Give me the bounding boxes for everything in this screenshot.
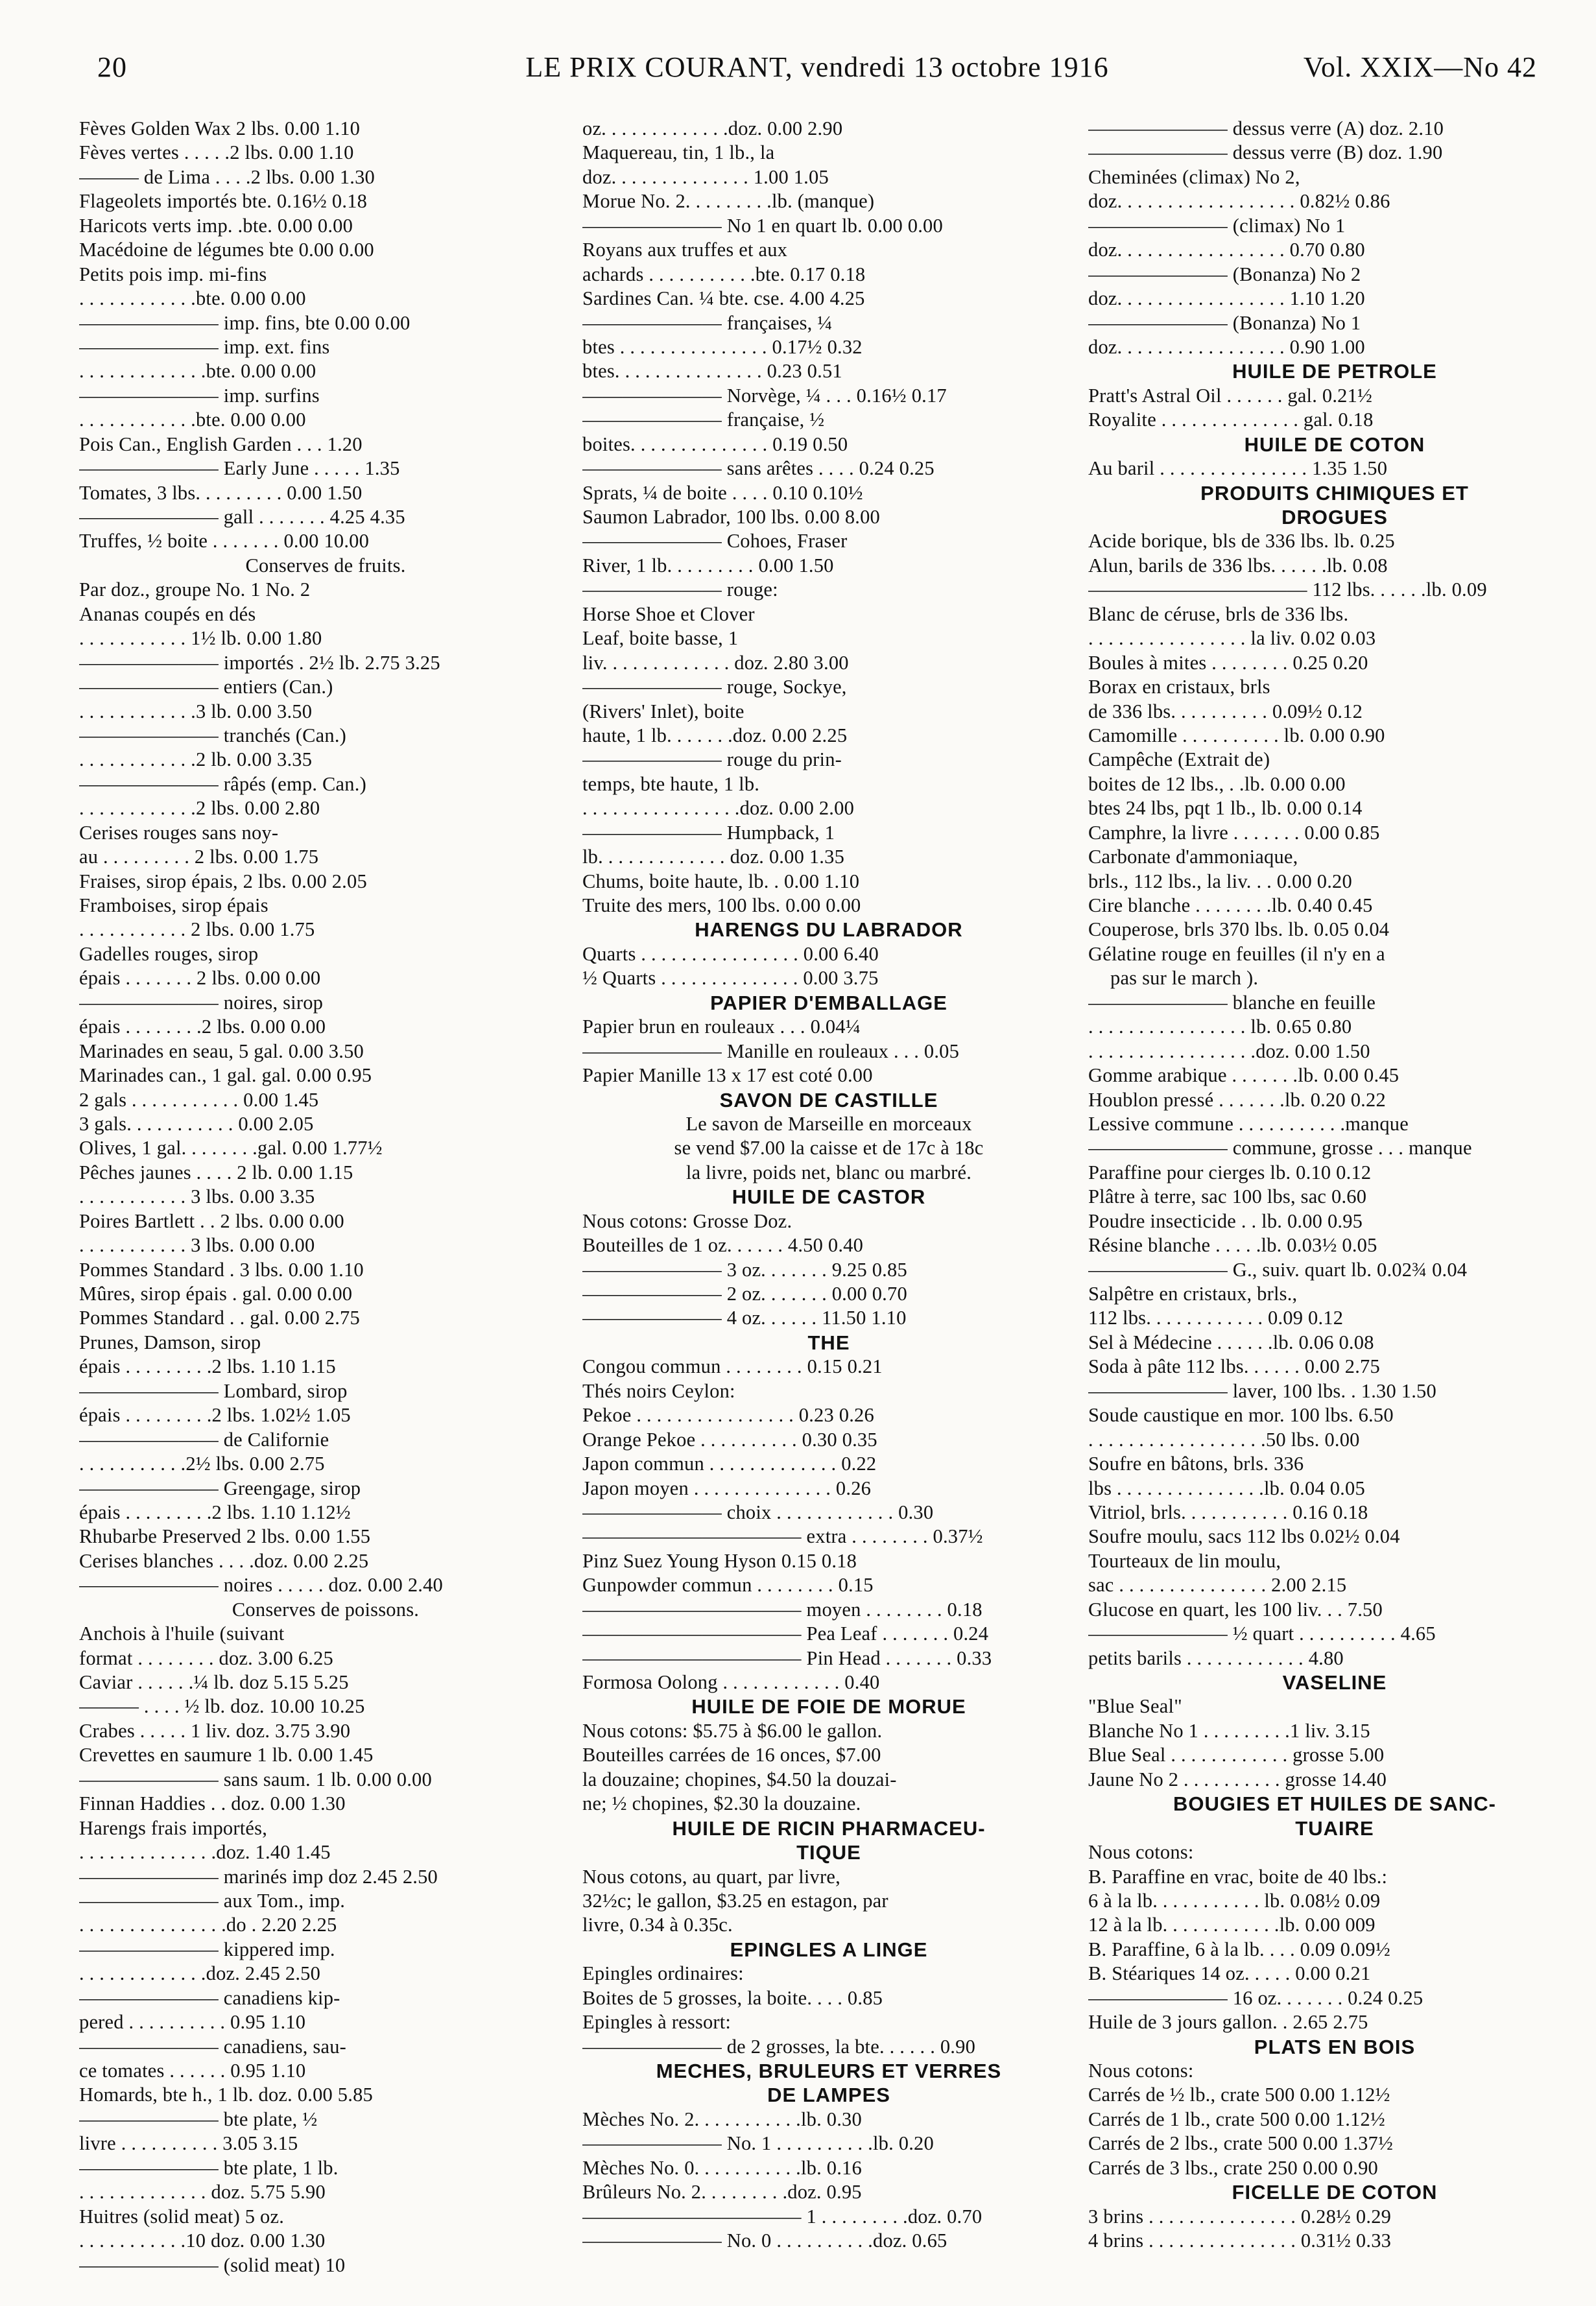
price-line: 3 brins . . . . . . . . . . . . . . . 0.28½ 0.29 [1088,2205,1392,2228]
price-line: Salpêtre en cristaux, brls., [1088,1283,1298,1305]
price-line: ——— . . . . ½ lb. doz. 10.00 10.25 [79,1695,365,1718]
price-line: 2 gals . . . . . . . . . . . 0.00 1.45 [79,1088,319,1111]
price-line: Jaune No 2 . . . . . . . . . . grosse 14.40 [1088,1768,1387,1790]
price-line: ——————— (Bonanza) No 1 [1088,311,1361,334]
price-line: 112 lbs. . . . . . . . . . . . 0.09 0.12 [1088,1307,1344,1329]
price-line: btes . . . . . . . . . . . . . . . 0.17½ 0.32 [582,335,863,358]
price-line: . . . . . . . . . . . . . . . .doz. 0.00 2.00 [582,797,855,820]
price-line: petits barils . . . . . . . . . . . . 4.80 [1088,1646,1344,1669]
price-line: ——————— noires, sirop [79,991,324,1014]
price-line: Campêche (Extrait de) [1088,748,1270,771]
price-line: B. Stéariques 14 oz. . . . . 0.00 0.21 [1088,1962,1371,1985]
price-line: Pois Can., English Garden . . . 1.20 [79,433,363,455]
price-line: ——————— G., suiv. quart lb. 0.02¾ 0.04 [1088,1258,1468,1281]
price-line: (Rivers' Inlet), boite [582,700,744,722]
price-line: ——————— bte plate, 1 lb. [79,2156,339,2179]
section-heading: SAVON DE CASTILLE [719,1088,938,1111]
price-line: ——————— commune, grosse . . . manque [1088,1137,1472,1159]
price-line: ——————— (Bonanza) No 2 [1088,263,1361,285]
price-line: . . . . . . . . . . . 3 lbs. 0.00 0.00 [79,1234,315,1257]
price-line: Royalite . . . . . . . . . . . . . . gal. 0.18 [1088,409,1374,431]
price-line: . . . . . . . . . . . . .doz. 2.45 2.50 [79,1962,321,1985]
price-line: oz. . . . . . . . . . . . .doz. 0.00 2.90 [582,117,843,139]
price-line: River, 1 lb. . . . . . . . . 0.00 1.50 [582,554,834,576]
price-line: Truffes, ½ boite . . . . . . . 0.00 10.00 [79,530,370,553]
price-line: Caviar . . . . . .¼ lb. doz 5.15 5.25 [79,1671,349,1693]
price-line: Japon commun . . . . . . . . . . . . . 0.22 [582,1453,877,1475]
price-line: Camomille . . . . . . . . . . lb. 0.00 0.90 [1088,724,1385,746]
price-line: Pinz Suez Young Hyson 0.15 0.18 [582,1549,857,1572]
price-line: Nous cotons: [1088,1841,1194,1864]
price-line: ne; ½ chopines, $2.30 la douzaine. [582,1792,861,1815]
price-line: Prunes, Damson, sirop [79,1331,261,1353]
price-line: Blue Seal . . . . . . . . . . . . grosse 5.00 [1088,1744,1385,1766]
price-line: 6 à la lb. . . . . . . . . . . lb. 0.08½ 0.09 [1088,1889,1381,1912]
price-line: Soufre moulu, sacs 112 lbs 0.02½ 0.04 [1088,1525,1400,1548]
price-line: Couperose, brls 370 lbs. lb. 0.05 0.04 [1088,918,1390,941]
price-line: Horse Shoe et Clover [582,602,755,625]
price-line: Bouteilles de 1 oz. . . . . . 4.50 0.40 [582,1234,864,1257]
price-line: ——————— No. 0 . . . . . . . . . .doz. 0.65 [582,2229,947,2252]
price-line: Truite des mers, 100 lbs. 0.00 0.00 [582,894,861,916]
price-line: Pêches jaunes . . . . 2 lb. 0.00 1.15 [79,1161,353,1183]
section-heading: VASELINE [1282,1671,1387,1694]
price-line: . . . . . . . . . . . 3 lbs. 0.00 3.35 [79,1185,315,1208]
price-line: Pommes Standard . 3 lbs. 0.00 1.10 [79,1258,364,1281]
price-line: Cerises rouges sans noy- [79,821,279,844]
price-line: doz. . . . . . . . . . . . . . . . . 0.70 0.80 [1088,239,1365,261]
price-line: ——————— bte plate, ½ [79,2108,318,2130]
price-line: Orange Pekoe . . . . . . . . . . 0.30 0.35 [582,1428,877,1451]
price-line: temps, bte haute, 1 lb. [582,772,760,795]
price-line: ——— de Lima . . . .2 lbs. 0.00 1.30 [79,165,375,188]
price-line: Haricots verts imp. .bte. 0.00 0.00 [79,214,353,237]
price-line: 3 gals. . . . . . . . . . . 0.00 2.05 [79,1112,314,1135]
price-line: doz. . . . . . . . . . . . . . . . . . 0.82½ 0.86 [1088,190,1390,213]
price-line: ——————————— extra . . . . . . . . 0.37½ [582,1525,983,1548]
price-line: Marinades en seau, 5 gal. 0.00 3.50 [79,1040,364,1062]
price-line: ——————— imp. surfins [79,384,320,407]
price-line: ——————— ½ quart . . . . . . . . . . 4.65 [1088,1623,1436,1645]
price-line: ——————————— Pin Head . . . . . . . 0.33 [582,1646,992,1669]
price-line: Nous cotons: Grosse Doz. [582,1209,792,1232]
price-line: ——————— sans arêtes . . . . 0.24 0.25 [582,457,935,480]
price-line: ——————— rouge du prin- [582,748,842,771]
section-heading: FICELLE DE COTON [1232,2181,1438,2204]
price-line: Ananas coupés en dés [79,602,256,625]
section-heading: DROGUES [1281,506,1388,529]
price-line: ——————— noires . . . . . doz. 0.00 2.40 [79,1574,443,1597]
price-line: Quarts . . . . . . . . . . . . . . . . 0.00 6.40 [582,942,879,965]
section-heading: HUILE DE COTON [1244,433,1425,456]
price-line: Glucose en quart, les 100 liv. . . 7.50 [1088,1598,1383,1621]
price-line: ——————— No. 1 . . . . . . . . . .lb. 0.20 [582,2132,934,2155]
price-line: épais . . . . . . . .2 lbs. 0.00 0.00 [79,1016,326,1038]
price-line: ——————— française, ½ [582,409,825,431]
price-line: Sprats, ¼ de boite . . . . 0.10 0.10½ [582,481,863,504]
price-line: Huitres (solid meat) 5 oz. [79,2205,285,2228]
price-line: lbs . . . . . . . . . . . . . . .lb. 0.04 0.05 [1088,1477,1365,1499]
price-line: Soda à pâte 112 lbs. . . . . . 0.00 2.75 [1088,1355,1380,1378]
price-line: Blanche No 1 . . . . . . . . .1 liv. 3.15 [1088,1719,1370,1742]
page-header [97,51,1537,96]
price-line: Gunpowder commun . . . . . . . . 0.15 [582,1574,874,1597]
section-heading: THE [807,1331,850,1354]
price-line: Epingles à ressort: [582,2011,732,2034]
price-line: B. Paraffine en vrac, boite de 40 lbs.: [1088,1865,1388,1888]
price-line: Cerises blanches . . . .doz. 0.00 2.25 [79,1549,369,1572]
price-line: Rhubarbe Preserved 2 lbs. 0.00 1.55 [79,1525,371,1548]
price-line: ——————— imp. ext. fins [79,335,330,358]
price-line: Crevettes en saumure 1 lb. 0.00 1.45 [79,1744,374,1766]
price-line: Chums, boite haute, lb. . 0.00 1.10 [582,870,860,892]
price-line: Gélatine rouge en feuilles (il n'y en a [1088,942,1385,965]
price-line: ——————— 4 oz. . . . . . 11.50 1.10 [582,1307,907,1329]
price-line: Mûres, sirop épais . gal. 0.00 0.00 [79,1283,353,1305]
price-line: Nous cotons, au quart, par livre, [582,1865,840,1888]
price-line: Mèches No. 0. . . . . . . . . . .lb. 0.16 [582,2156,862,2179]
price-line: boites. . . . . . . . . . . . . . 0.19 0.50 [582,433,848,455]
price-line: . . . . . . . . . . . . . doz. 5.75 5.90 [79,2181,326,2204]
price-line: ——————— de Californie [79,1428,329,1451]
price-line: . . . . . . . . . . . .bte. 0.00 0.00 [79,287,306,310]
page-number: 20 [97,51,127,83]
price-line: sac . . . . . . . . . . . . . . . 2.00 2.15 [1088,1574,1347,1597]
price-line: Paraffine pour cierges lb. 0.10 0.12 [1088,1161,1372,1183]
price-line: . . . . . . . . . . .2½ lbs. 0.00 2.75 [79,1453,325,1475]
price-line: Finnan Haddies . . doz. 0.00 1.30 [79,1792,346,1815]
price-line: "Blue Seal" [1088,1695,1182,1718]
price-line: . . . . . . . . . . . . . . . . lb. 0.65 0.80 [1088,1016,1352,1038]
price-line: Boites de 5 grosses, la boite. . . . 0.85 [582,1986,883,2009]
section-heading: HARENGS DU LABRADOR [695,918,963,942]
price-line: Gomme arabique . . . . . . .lb. 0.00 0.45 [1088,1064,1399,1087]
price-line: ——————— dessus verre (A) doz. 2.10 [1088,117,1444,139]
price-line: Papier Manille 13 x 17 est coté 0.00 [582,1064,873,1087]
price-line: . . . . . . . . . . . . . . . . . .50 lbs. 0.00 [1088,1428,1360,1451]
price-line: Pommes Standard . . gal. 0.00 2.75 [79,1307,360,1329]
section-heading: EPINGLES A LINGE [730,1938,928,1961]
price-line: ——————— kippered imp. [79,1938,335,1960]
price-line: . . . . . . . . . . .10 doz. 0.00 1.30 [79,2229,326,2252]
price-line: . . . . . . . . . . . . . . . . .doz. 0.00 1.50 [1088,1040,1370,1062]
price-line: Brûleurs No. 2. . . . . . . . .doz. 0.95 [582,2181,862,2204]
price-line: Au baril . . . . . . . . . . . . . . . 1.35 1.50 [1088,457,1388,480]
subheading: Conserves de poissons. [232,1598,420,1621]
price-line: Par doz., groupe No. 1 No. 2 [79,578,311,601]
price-line: ——————————— moyen . . . . . . . . 0.18 [582,1598,983,1621]
price-line: Huile de 3 jours gallon. . 2.65 2.75 [1088,2011,1368,2034]
price-line: Macédoine de légumes bte 0.00 0.00 [79,239,374,261]
price-line: 4 brins . . . . . . . . . . . . . . . 0.31½ 0.33 [1088,2229,1392,2252]
price-line: ——————— Lombard, sirop [79,1379,348,1402]
price-line: Fèves vertes . . . . .2 lbs. 0.00 1.10 [79,141,354,164]
price-line: ——————— canadiens, sau- [79,2035,347,2058]
price-line: livre . . . . . . . . . . 3.05 3.15 [79,2132,298,2155]
price-line: 32½c; le gallon, $3.25 en estagon, par [582,1889,888,1912]
price-line: doz. . . . . . . . . . . . . . 1.00 1.05 [582,165,829,188]
price-line: Thés noirs Ceylon: [582,1379,735,1402]
price-line: btes. . . . . . . . . . . . . . . 0.23 0.51 [582,360,842,383]
price-line: format . . . . . . . . doz. 3.00 6.25 [79,1646,333,1669]
price-line: . . . . . . . . . . . . . .doz. 1.40 1.45 [79,1841,331,1864]
price-line: ½ Quarts . . . . . . . . . . . . . . 0.00 3.75 [582,967,879,990]
price-line: Blanc de céruse, brls de 336 lbs. [1088,602,1349,625]
price-line: ——————— (solid meat) 10 [79,2253,346,2276]
price-line: Morue No. 2. . . . . . . . .lb. (manque) [582,190,875,213]
subheading: Conserves de fruits. [245,554,406,576]
price-line: Cire blanche . . . . . . . .lb. 0.40 0.45 [1088,894,1373,916]
price-line: Homards, bte h., 1 lb. doz. 0.00 5.85 [79,2084,373,2106]
subheading: se vend $7.00 la caisse et de 17c à 18c [674,1137,984,1159]
price-line: ——————— importés . 2½ lb. 2.75 3.25 [79,651,440,674]
price-line: ——————— 2 oz. . . . . . . 0.00 0.70 [582,1283,907,1305]
price-line: Maquereau, tin, 1 lb., la [582,141,775,164]
price-line: ce tomates . . . . . . 0.95 1.10 [79,2060,306,2082]
price-line: épais . . . . . . . . .2 lbs. 1.10 1.12½ [79,1501,351,1523]
price-line: B. Paraffine, 6 à la lb. . . . 0.09 0.09½ [1088,1938,1390,1960]
price-line: Vitriol, brls. . . . . . . . . . . 0.16 0.18 [1088,1501,1368,1523]
section-heading: HUILE DE CASTOR [732,1185,926,1209]
section-heading: BOUGIES ET HUILES DE SANC- [1173,1792,1496,1816]
price-line: Tourteaux de lin moulu, [1088,1549,1281,1572]
price-line: Cheminées (climax) No 2, [1088,165,1300,188]
price-line: Papier brun en rouleaux . . . 0.04¼ [582,1016,861,1038]
price-line: ——————————— Pea Leaf . . . . . . . 0.24 [582,1623,989,1645]
price-line: Crabes . . . . . 1 liv. doz. 3.75 3.90 [79,1719,351,1742]
price-line: btes 24 lbs, pqt 1 lb., lb. 0.00 0.14 [1088,797,1363,820]
price-line: ——————— râpés (emp. Can.) [79,772,366,795]
price-line: ——————— françaises, ¼ [582,311,833,334]
price-line: ——————— rouge: [582,578,778,601]
price-line: Pratt's Astral Oil . . . . . . gal. 0.21½ [1088,384,1373,407]
price-line: Soude caustique en mor. 100 lbs. 6.50 [1088,1404,1394,1427]
price-line: épais . . . . . . . . .2 lbs. 1.10 1.15 [79,1355,336,1378]
price-line: Sardines Can. ¼ bte. cse. 4.00 4.25 [582,287,865,310]
price-line: Bouteilles carrées de 16 onces, $7.00 [582,1744,881,1766]
price-line: ——————— aux Tom., imp. [79,1889,346,1912]
price-line: la douzaine; chopines, $4.50 la douzai- [582,1768,897,1790]
price-line: . . . . . . . . . . . 2 lbs. 0.00 1.75 [79,918,315,941]
price-line: ——————— Greengage, sirop [79,1477,361,1499]
price-line: Houblon pressé . . . . . . .lb. 0.20 0.22 [1088,1088,1386,1111]
price-line: Résine blanche . . . . .lb. 0.03½ 0.05 [1088,1234,1377,1257]
price-line: Acide borique, bls de 336 lbs. lb. 0.25 [1088,530,1395,553]
section-heading: HUILE DE PETROLE [1232,360,1437,383]
price-line: brls., 112 lbs., la liv. . . 0.00 0.20 [1088,870,1352,892]
price-line: livre, 0.34 à 0.35c. [582,1914,733,1936]
price-line: ——————— imp. fins, bte 0.00 0.00 [79,311,411,334]
volume-number: Vol. XXIX—No 42 [1303,51,1537,83]
price-line: Petits pois imp. mi-fins [79,263,267,285]
price-line: Gadelles rouges, sirop [79,942,259,965]
price-line: Borax en cristaux, brls [1088,676,1270,698]
section-heading: DE LAMPES [767,2084,890,2107]
price-line: 12 à la lb. . . . . . . . . . . .lb. 0.00 009 [1088,1914,1376,1936]
price-line: liv. . . . . . . . . . . . . doz. 2.80 3.00 [582,651,849,674]
section-heading: PRODUITS CHIMIQUES ET [1200,481,1469,505]
price-column-1 [79,117,572,2277]
price-line: Boules à mites . . . . . . . . 0.25 0.20 [1088,651,1368,674]
price-line: Pekoe . . . . . . . . . . . . . . . . 0.23 0.26 [582,1404,874,1427]
section-heading: HUILE DE RICIN PHARMACEU- [672,1816,986,1840]
price-line: Anchois à l'huile (suivant [79,1623,285,1645]
price-line: doz. . . . . . . . . . . . . . . . . 1.10 1.20 [1088,287,1365,310]
price-line: Carrés de 2 lbs., crate 500 0.00 1.37½ [1088,2132,1394,2155]
price-line: ——————— Humpback, 1 [582,821,835,844]
price-line: ——————— No 1 en quart lb. 0.00 0.00 [582,214,943,237]
price-line: . . . . . . . . . . . . . . .do . 2.20 2.25 [79,1914,337,1936]
price-line: . . . . . . . . . . . 1½ lb. 0.00 1.80 [79,627,322,650]
price-line: Poudre insecticide . . lb. 0.00 0.95 [1088,1209,1363,1232]
price-line: pered . . . . . . . . . . 0.95 1.10 [79,2011,306,2034]
price-line: Lessive commune . . . . . . . . . . .manque [1088,1112,1409,1135]
price-line: Fraises, sirop épais, 2 lbs. 0.00 2.05 [79,870,367,892]
price-line: achards . . . . . . . . . . .bte. 0.17 0.18 [582,263,866,285]
price-line: Carbonate d'ammoniaque, [1088,846,1298,868]
price-column-2 [582,117,1075,2253]
price-line: Formosa Oolong . . . . . . . . . . . . 0.40 [582,1671,880,1693]
price-line: Epingles ordinaires: [582,1962,744,1985]
price-line: de 336 lbs. . . . . . . . . . 0.09½ 0.12 [1088,700,1363,722]
subheading: la livre, poids net, blanc ou marbré. [685,1161,972,1183]
price-line: . . . . . . . . . . . .3 lb. 0.00 3.50 [79,700,313,722]
subheading: Le savon de Marseille en morceaux [685,1112,972,1135]
price-line: pas sur le march ). [1110,967,1259,990]
price-line: ——————————— 1 . . . . . . . . .doz. 0.70 [582,2205,983,2228]
price-line: ——————— 16 oz. . . . . . . 0.24 0.25 [1088,1986,1423,2009]
price-line: lb. . . . . . . . . . . . . doz. 0.00 1.35 [582,846,845,868]
price-line: Fèves Golden Wax 2 lbs. 0.00 1.10 [79,117,361,139]
price-line: ——————— canadiens kip- [79,1986,340,2009]
price-line: Marinades can., 1 gal. gal. 0.00 0.95 [79,1064,372,1087]
section-heading: PLATS EN BOIS [1254,2035,1416,2058]
price-line: Carrés de 3 lbs., crate 250 0.00 0.90 [1088,2156,1378,2179]
price-line: épais . . . . . . . 2 lbs. 0.00 0.00 [79,967,321,990]
price-line: Leaf, boite basse, 1 [582,627,739,650]
price-line: . . . . . . . . . . . . .bte. 0.00 0.00 [79,360,316,383]
section-heading: HUILE DE FOIE DE MORUE [691,1695,966,1718]
page-title: LE PRIX COURANT, vendredi 13 octobre 1916 [525,51,1109,83]
price-line: ——————— sans saum. 1 lb. 0.00 0.00 [79,1768,432,1790]
price-line: Olives, 1 gal. . . . . . . .gal. 0.00 1.77½ [79,1137,383,1159]
price-line: Japon moyen . . . . . . . . . . . . . . 0.26 [582,1477,872,1499]
section-heading: MECHES, BRULEURS ET VERRES [656,2060,1002,2082]
price-line: ——————— gall . . . . . . . 4.25 4.35 [79,506,405,528]
price-line: . . . . . . . . . . . .bte. 0.00 0.00 [79,409,306,431]
price-line: ——————— laver, 100 lbs. . 1.30 1.50 [1088,1379,1436,1402]
price-line: ——————— blanche en feuille [1088,991,1376,1014]
price-line: boites de 12 lbs., . .lb. 0.00 0.00 [1088,772,1346,795]
price-line: Congou commun . . . . . . . . 0.15 0.21 [582,1355,883,1378]
price-line: Framboises, sirop épais [79,894,268,916]
price-line: doz. . . . . . . . . . . . . . . . . 0.90 1.00 [1088,335,1365,358]
price-line: . . . . . . . . . . . . . . . . la liv. 0.02 0.03 [1088,627,1376,650]
price-line: Nous cotons: $5.75 à $6.00 le gallon. [582,1719,883,1742]
price-line: Carrés de ½ lb., crate 500 0.00 1.12½ [1088,2084,1390,2106]
price-line: haute, 1 lb. . . . . . .doz. 0.00 2.25 [582,724,848,746]
price-line: ——————— Early June . . . . . 1.35 [79,457,400,480]
price-line: Camphre, la livre . . . . . . . 0.00 0.85 [1088,821,1380,844]
price-line: ——————— Manille en rouleaux . . . 0.05 [582,1040,960,1062]
price-line: Alun, barils de 336 lbs. . . . . .lb. 0.08 [1088,554,1388,576]
price-line: ——————— de 2 grosses, la bte. . . . . . 0.90 [582,2035,976,2058]
price-line: Nous cotons: [1088,2060,1194,2082]
price-line: Carrés de 1 lb., crate 500 0.00 1.12½ [1088,2108,1386,2130]
price-line: ——————— choix . . . . . . . . . . . . 0.30 [582,1501,934,1523]
price-line: ——————————— 112 lbs. . . . . .lb. 0.09 [1088,578,1487,601]
price-line: Sel à Médecine . . . . . .lb. 0.06 0.08 [1088,1331,1374,1353]
price-line: Royans aux truffes et aux [582,239,788,261]
price-line: ——————— Cohoes, Fraser [582,530,848,553]
price-line: au . . . . . . . . . 2 lbs. 0.00 1.75 [79,846,319,868]
price-line: . . . . . . . . . . . .2 lbs. 0.00 2.80 [79,797,320,820]
price-line: . . . . . . . . . . . .2 lb. 0.00 3.35 [79,748,313,771]
price-line: ——————— entiers (Can.) [79,676,333,698]
price-line: Poires Bartlett . . 2 lbs. 0.00 0.00 [79,1209,344,1232]
price-line: Tomates, 3 lbs. . . . . . . . . 0.00 1.50 [79,481,363,504]
price-line: Plâtre à terre, sac 100 lbs, sac 0.60 [1088,1185,1367,1208]
section-heading: PAPIER D'EMBALLAGE [710,991,947,1014]
price-line: ——————— Norvège, ¼ . . . 0.16½ 0.17 [582,384,947,407]
price-line: Saumon Labrador, 100 lbs. 0.00 8.00 [582,506,880,528]
price-line: Harengs frais importés, [79,1816,268,1839]
price-line: ——————— tranchés (Can.) [79,724,347,746]
price-line: ——————— marinés imp doz 2.45 2.50 [79,1865,438,1888]
price-line: ——————— dessus verre (B) doz. 1.90 [1088,141,1443,164]
section-heading: TIQUE [796,1841,861,1864]
price-line: Flageolets importés bte. 0.16½ 0.18 [79,190,368,213]
price-line: épais . . . . . . . . .2 lbs. 1.02½ 1.05 [79,1404,351,1427]
price-line: Mèches No. 2. . . . . . . . . . .lb. 0.30 [582,2108,862,2130]
price-line: ——————— 3 oz. . . . . . . 9.25 0.85 [582,1258,907,1281]
section-heading: TUAIRE [1295,1816,1374,1840]
price-line: ——————— rouge, Sockye, [582,676,847,698]
price-column-3 [1088,117,1581,2253]
price-line: Soufre en bâtons, brls. 336 [1088,1453,1304,1475]
price-line: ——————— (climax) No 1 [1088,214,1346,237]
